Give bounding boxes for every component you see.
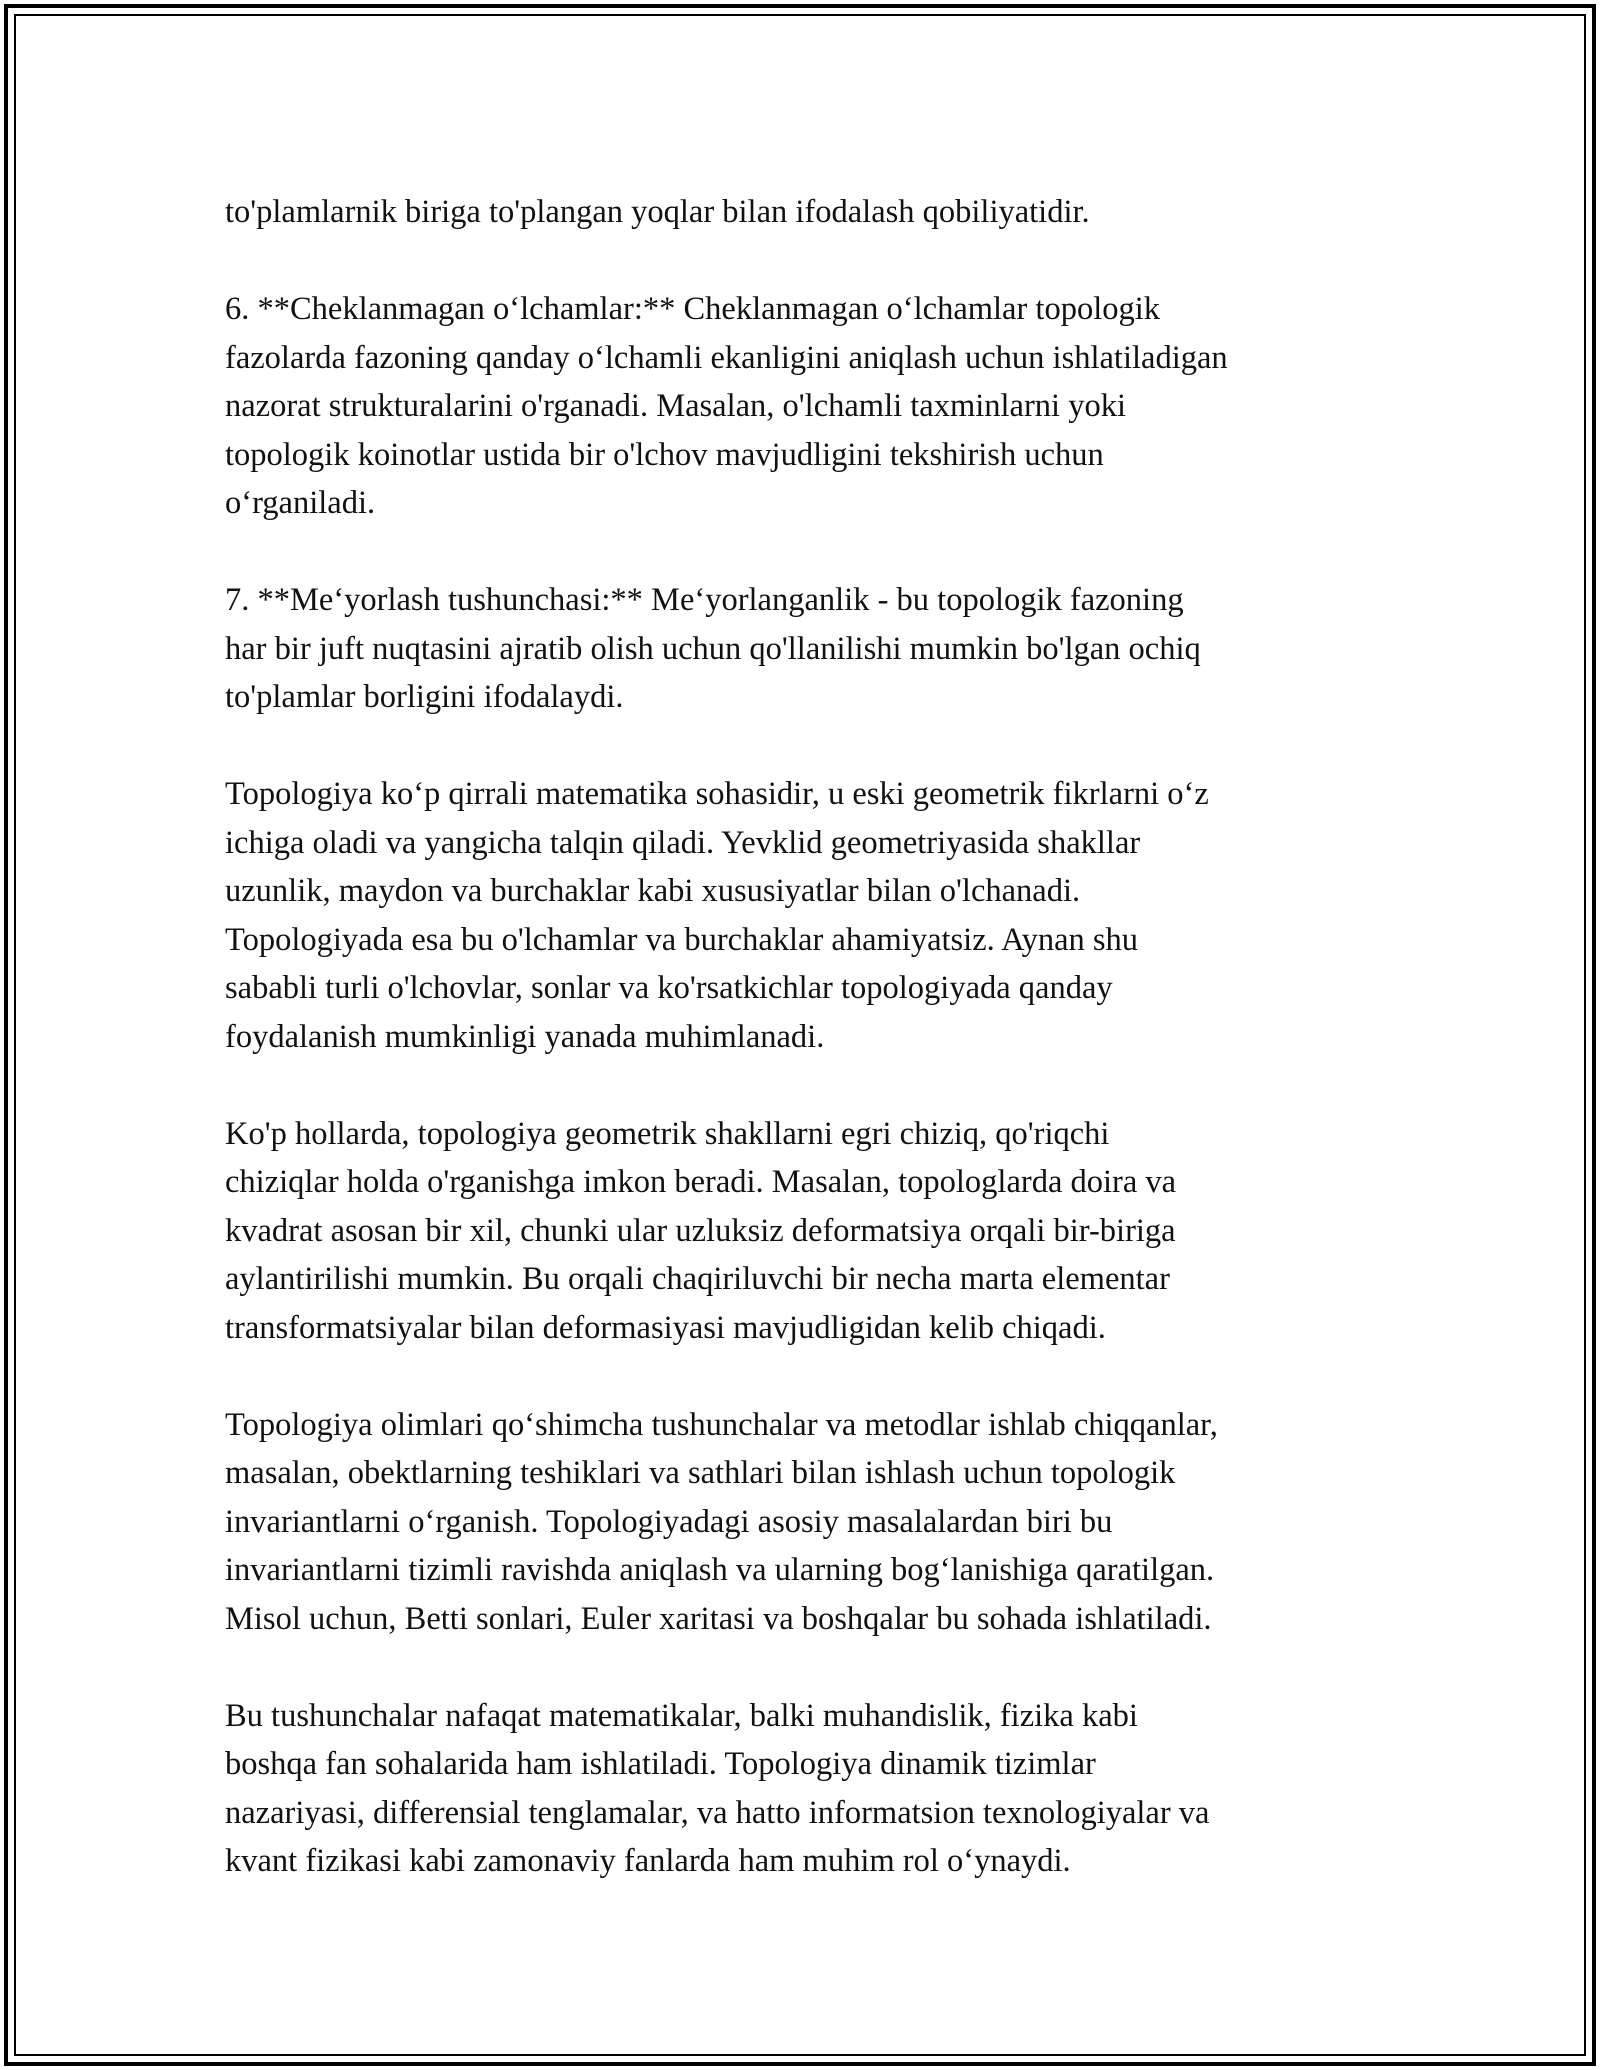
paragraph-continuation: to'plamlarnik biriga to'plangan yoqlar bilan ifodalash qobiliyatidir.	[225, 194, 1090, 230]
document-body	[225, 188, 1375, 1934]
paragraph-applications: Bu tushunchalar nafaqat matematikalar, balki muhandislik, fizika kabi boshqa fan sohalarida ham ishlatiladi. Topologiya dinamik tizimlar nazariyasi, differensial tenglamalar, va hatto informatsion texnologiyalar va kvant fizikasi kabi zamonaviy fanlarda ham muhim rol o‘ynaydi.	[225, 1697, 1210, 1879]
paragraph-invariants: Topologiya olimlari qo‘shimcha tushunchalar va metodlar ishlab chiqqanlar, masalan, obektlarning teshiklari va sathlari bilan ishlash uchun topologik invariantlarni o‘rganish. Topologiyadagi asosiy masalalardan biri bu invariantlarni tizimli ravishda aniqlash va ularning bog‘lanishiga qaratilgan. Misol uchun, Betti sonlari, Euler xaritasi va boshqalar bu sohada ishlatiladi.	[225, 1406, 1218, 1637]
paragraph-deformation: Ko'p hollarda, topologiya geometrik shakllarni egri chiziq, qo'riqchi chiziqlar holda o'rganishga imkon beradi. Masalan, topologlarda doira va kvadrat asosan bir xil, chunki ular uzluksiz deformatsiya orqali bir-biriga aylantirilishi mumkin. Bu orqali chaqiriluvchi bir necha marta elementar transformatsiyalar bilan deformasiyasi mavjudligidan kelib chiqadi.	[225, 1115, 1177, 1346]
paragraph-topology-intro: Topologiya ko‘p qirrali matematika sohasidir, u eski geometrik fikrlarni o‘z ichiga oladi va yangicha talqin qiladi. Yevklid geometriyasida shakllar uzunlik, maydon va burchaklar kabi xususiyatlar bilan o'lchanadi. Topologiyada esa bu o'lchamlar va burchaklar ahamiyatsiz. Aynan shu sababli turli o'lchovlar, sonlar va ko'rsatkichlar topologiyada qanday foydalanish mumkinligi yanada muhimlanadi.	[225, 776, 1209, 1055]
paragraph-item-7: 7. **Me‘yorlash tushunchasi:** Me‘yorlanganlik - bu topologik fazoning har bir juft nuqtasini ajratib olish uchun qo'llanilishi mumkin bo'lgan ochiq to'plamlar borligini ifodalaydi.	[225, 582, 1201, 715]
paragraph-item-6: 6. **Cheklanmagan o‘lchamlar:** Cheklanmagan o‘lchamlar topologik fazolarda fazoning qanday o‘lchamli ekanligini aniqlash uchun ishlatiladigan nazorat strukturalarini o'rganadi. Masalan, o'lchamli taxminlarni yoki topologik koinotlar ustida bir o'lchov mavjudligini tekshirish uchun o‘rganiladi.	[225, 291, 1228, 521]
